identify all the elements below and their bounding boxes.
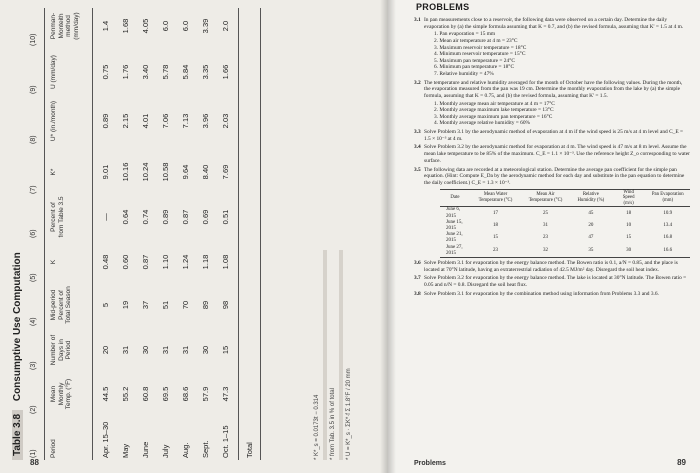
table-cell: 31 <box>161 345 170 355</box>
table-cell: 6.0 <box>161 20 170 32</box>
table-cell: 1.08 <box>221 254 230 270</box>
weather-cell: 47 <box>588 235 594 241</box>
problem-text: The following data are recorded at a meteorological station. Determine the average pan coefficient for the simple pan equation. (Hint: Compute E_Da by the aerodynamic method for each day and substitute in the pan equation to determine the daily coefficient.) C_E = 1.3 × 10⁻³. <box>424 166 685 186</box>
table-row <box>156 4 176 466</box>
problem-item <box>414 144 690 164</box>
column-number: (4) <box>30 317 37 326</box>
weather-row <box>440 207 690 220</box>
table-cell: 0.51 <box>221 209 230 225</box>
table-cell: 0.74 <box>141 209 150 225</box>
section-title: PROBLEMS <box>416 2 470 12</box>
table-caption <box>12 252 23 460</box>
rule-total <box>260 8 261 460</box>
table-cell: 1.10 <box>161 254 170 270</box>
table-cell: 0.89 <box>161 209 170 225</box>
table-cell: 31 <box>121 345 130 355</box>
footnote-line: * from Tab. 3.5 in % of total <box>330 388 336 460</box>
weather-cell: June 21, 2015 <box>446 232 463 244</box>
column-header: Mid-period Percent of Total Season <box>50 286 72 324</box>
right-page <box>388 0 700 473</box>
column-number: (3) <box>30 361 37 370</box>
column-header: Percent of from Table 3.5 <box>50 196 65 238</box>
table-cell: 89 <box>201 300 210 310</box>
given-data-item: 7. Relative humidity = 47% <box>434 70 494 77</box>
table-cell: 0.60 <box>121 254 130 270</box>
table-cell: 3.35 <box>201 64 210 80</box>
right-page-number: 89 <box>677 458 686 467</box>
weather-col-header: Pan Evaporation (mm) <box>646 189 690 207</box>
column-number: (7) <box>30 185 37 194</box>
given-data-item: 1. Pan evaporation = 15 mm <box>434 31 496 38</box>
given-data-item: 6. Minimum pan temperature = 18°C <box>434 64 515 71</box>
table-cell: 0.75 <box>101 64 110 80</box>
footnote-line: * K*_s = 0.0173t − 0.314 <box>314 394 320 460</box>
table-cell: 10.24 <box>141 162 150 182</box>
weather-row <box>440 232 690 244</box>
table-cell: 2.03 <box>221 113 230 129</box>
given-data-item: 4. Monthly average relative humidity = 60% <box>434 120 531 127</box>
table-cell: 1.68 <box>121 18 130 34</box>
column-header: U (mm/day) <box>50 55 57 89</box>
given-data-item: 1. Monthly average mean air temperature at 4 m = 17°C <box>434 100 555 107</box>
table-cell: May <box>121 443 130 458</box>
table-row <box>136 4 156 466</box>
table-cell: 51 <box>161 300 170 310</box>
weather-col-header: Relative Humidity (%) <box>570 189 612 207</box>
column-header: Mean Monthly Temp. (°F) <box>50 378 72 410</box>
weather-cell: 16.6 <box>646 245 690 258</box>
table-row <box>196 4 216 466</box>
weather-cell: 15 <box>626 235 632 241</box>
table-row <box>96 4 116 466</box>
table-headers <box>46 4 90 466</box>
table-cell: 57.9 <box>201 386 210 402</box>
weather-table-header <box>440 189 690 207</box>
column-number: (1) <box>30 449 37 458</box>
given-data-item: 2. Monthly average maximum lake temperature = 13°C <box>434 107 554 114</box>
problem-item <box>414 167 690 187</box>
problem-text: Solve Problem 3.1 for evaporation by the energy balance method. The Bowen ratio is 0.1, a/N = 0.85, and the place is located at 70°N latitude, having an extraterrestrial radiation of 42.5 MJ/m² day. Disregard the soil heat index. <box>424 260 678 273</box>
problem-item <box>414 260 690 273</box>
total-row <box>240 4 260 466</box>
weather-cell: 30 <box>612 245 646 258</box>
problem-text: The temperature and relative humidity averaged for the month of October have the following values. During the month, the evaporation measured from the pan was 19 cm. Determine the monthly evaporation from the lake by (a) the simple formula, assuming that K = 0.75, and (b) the revised formula, assuming that K' = 1.5. <box>424 79 683 99</box>
table-cell: 0.64 <box>121 209 130 225</box>
given-data-item: 5. Maximum pan temperature = 24°C <box>434 57 515 64</box>
problem-item <box>414 275 690 288</box>
problem-number: 3.4 <box>414 144 421 151</box>
table-cell: 30 <box>141 345 150 355</box>
weather-cell: 18 <box>493 222 498 228</box>
column-number: (9) <box>30 85 37 94</box>
faint-line <box>323 250 327 460</box>
weather-cell: 23 <box>543 235 549 241</box>
table-cell: 70 <box>181 300 190 310</box>
table-cell: 7.13 <box>181 113 190 129</box>
table-cell: 5 <box>101 302 110 308</box>
weather-col-header: Mean Air Temperature (°C) <box>521 189 570 207</box>
table-cell: Sept. <box>201 440 210 458</box>
weather-cell: 16.8 <box>663 235 673 241</box>
column-number: (2) <box>30 405 37 414</box>
table-cell: 20 <box>101 345 110 355</box>
weather-cell: 10.9 <box>663 210 673 216</box>
weather-cell: 13.4 <box>663 222 673 228</box>
table-cell: 10.16 <box>121 162 130 182</box>
table-cell: Oct. 1–15 <box>221 425 230 458</box>
problems-section <box>414 2 690 300</box>
table-cell: 2.0 <box>221 20 230 32</box>
column-header: K* <box>50 168 57 176</box>
table-cell: 3.96 <box>201 113 210 129</box>
table-cell: 0.87 <box>141 254 150 270</box>
problem-number: 3.3 <box>414 129 421 136</box>
footer-label: Problems <box>414 460 446 467</box>
given-data-item: 3. Maximum reservoir temperature = 18°C <box>434 44 527 51</box>
table-row <box>216 4 236 466</box>
problem-number: 3.2 <box>414 79 421 86</box>
column-number: (10) <box>30 33 37 46</box>
table-cell: 0.87 <box>181 209 190 225</box>
weather-col-header: Date <box>440 189 470 207</box>
problem-number: 3.5 <box>414 166 421 173</box>
table-cell: 9.01 <box>101 164 110 180</box>
table-cell: 3.39 <box>201 18 210 34</box>
footnote-line: * U = K*_s · ΣK*·f Σ 1.8°F / 20 mm <box>346 368 352 460</box>
column-header: U* (in./month) <box>50 100 57 142</box>
column-number: (8) <box>30 135 37 144</box>
problem-item <box>414 291 690 298</box>
column-header: Period <box>50 439 57 458</box>
column-header: Number of Days in Period <box>50 334 72 366</box>
weather-cell: June 15, 2015 <box>446 219 463 232</box>
weather-cell: 32 <box>521 245 570 258</box>
table-cell: 44.5 <box>101 386 110 402</box>
problem-item <box>414 80 690 127</box>
table-cell: 8.40 <box>201 164 210 180</box>
weather-cell: June 6, 2015 <box>446 207 461 219</box>
table-cell: 1.4 <box>101 20 110 32</box>
table-cell: Apr. 15–30 <box>101 421 110 458</box>
table-cell: 98 <box>221 300 230 310</box>
problem-item <box>414 129 690 142</box>
problem-number: 3.7 <box>414 275 421 282</box>
weather-row <box>440 220 690 232</box>
table-row <box>176 4 196 466</box>
table-cell: 3.40 <box>141 64 150 80</box>
weather-cell: 35 <box>570 245 612 258</box>
column-numbers <box>30 4 42 466</box>
given-data-list <box>434 31 690 77</box>
table-cell: 55.2 <box>121 386 130 402</box>
problem-text: Solve Problem 3.2 for evaporation by the energy balance method. The lake is located at 30°N latitude. The Bowen ratio = 0.05 and n/N = 0.8. Disregard the soil heat flux. <box>424 275 687 289</box>
weather-row <box>440 245 690 258</box>
rule-top <box>44 8 45 460</box>
problem-item <box>414 17 690 78</box>
table-cell: 5.78 <box>161 64 170 80</box>
total-label: Total <box>245 442 254 458</box>
weather-table <box>440 189 690 258</box>
problem-list <box>414 17 690 187</box>
weather-cell: 15 <box>493 235 498 241</box>
table-cell: 15 <box>221 345 230 355</box>
weather-cell: 17 <box>493 210 498 216</box>
table-footnote <box>313 160 353 460</box>
table-cell: 0.69 <box>201 209 210 225</box>
problem-number: 3.6 <box>414 260 421 267</box>
given-data-item: 3. Monthly average maximum pan temperature = 16°C <box>434 113 553 120</box>
table-cell: 31 <box>181 345 190 355</box>
table-cell: 1.18 <box>201 254 210 270</box>
weather-col-header: Wind Speed (m/s) <box>612 189 646 207</box>
rotated-table <box>8 4 368 466</box>
table-cell: 1.24 <box>181 254 190 270</box>
table-cell: 0.89 <box>101 113 110 129</box>
column-header: K <box>50 259 57 265</box>
faint-line <box>339 250 343 460</box>
table-cell: 30 <box>201 345 210 355</box>
problem-text: Solve Problem 3.2 by the aerodynamic method for evaporation at 4 m. The wind speed is 47 m/s at 8 m level. Assume the mean lake temperature to be 85% of the maximum. C_E = 1.1 × 10⁻³. Use the reference height Z_o corresponding to water surface. <box>424 144 690 164</box>
weather-cell: 25 <box>543 210 549 216</box>
problem-text: Solve Problem 3.1 by the aerodynamic method of evaporation at 4 m if the wind speed is 25 m/s at 4 m level and C_E = 1.5 × 10⁻³ at 4 m. <box>424 129 684 142</box>
table-cell: 6.0 <box>181 20 190 32</box>
table-cell: 7.69 <box>221 164 230 180</box>
table-cell: 47.3 <box>221 386 230 402</box>
table-cell: 5.84 <box>181 64 190 80</box>
column-number: (6) <box>30 229 37 238</box>
table-cell: 1.76 <box>121 64 130 80</box>
table-cell: 37 <box>141 300 150 310</box>
given-data-item: 4. Minimum reservoir temperature = 15°C <box>434 51 526 58</box>
left-page-number: 88 <box>30 458 39 467</box>
table-cell: 9.64 <box>181 164 190 180</box>
table-cell: 2.15 <box>121 113 130 129</box>
problem-text: Solve Problem 3.1 for evaporation by the combination method using information from Problems 3.3 and 3.6. <box>424 290 659 297</box>
problem-number: 3.8 <box>414 290 421 297</box>
weather-cell: 20 <box>588 222 594 228</box>
table-row <box>116 4 136 466</box>
given-data-item: 2. Mean air temperature at 4 m = 23°C <box>434 38 518 44</box>
table-cell: 4.01 <box>141 113 150 129</box>
table-cell: 7.06 <box>161 113 170 129</box>
weather-table-body <box>440 207 690 258</box>
problem-number: 3.1 <box>414 17 421 23</box>
table-cell: June <box>141 441 150 458</box>
table-cell: July <box>161 444 170 458</box>
weather-cell: 23 <box>470 245 521 258</box>
table-cell: 4.05 <box>141 18 150 34</box>
rule-bottom <box>238 8 239 460</box>
weather-cell: 45 <box>588 210 594 216</box>
table-cell: Aug. <box>181 442 190 458</box>
weather-cell: 10 <box>626 222 632 228</box>
table-cell: 68.6 <box>181 386 190 402</box>
table-cell: 60.8 <box>141 386 150 402</box>
problem-list-continued <box>414 260 690 298</box>
weather-cell: June 27, 2015 <box>440 245 470 258</box>
table-cell: 19 <box>121 300 130 310</box>
table-cell: 69.5 <box>161 386 170 402</box>
table-cell: — <box>101 213 110 221</box>
weather-cell: 18 <box>626 210 632 216</box>
weather-col-header: Mean Water Temperature (°C) <box>470 189 521 207</box>
table-cell: 1.66 <box>221 64 230 80</box>
table-title: Consumptive Use Computation <box>12 252 23 402</box>
table-cell: 0.48 <box>101 254 110 270</box>
given-data-list <box>434 101 690 127</box>
column-number: (5) <box>30 273 37 282</box>
table-cell: 10.58 <box>161 162 170 182</box>
weather-cell: 31 <box>543 222 549 228</box>
rule-header <box>92 8 93 460</box>
column-header: Penman-Monteith method (mm/day) <box>50 12 80 40</box>
table-number: Table 3.8 <box>12 410 23 460</box>
problem-text: In pan measurements close to a reservoir, the following data were observed on a certain day. Determine the daily evaporation by (a) the simple formula assuming that K = 0.7, and (b) the revised formula, assuming that K' = 1.5 at 4 m. <box>424 17 684 30</box>
